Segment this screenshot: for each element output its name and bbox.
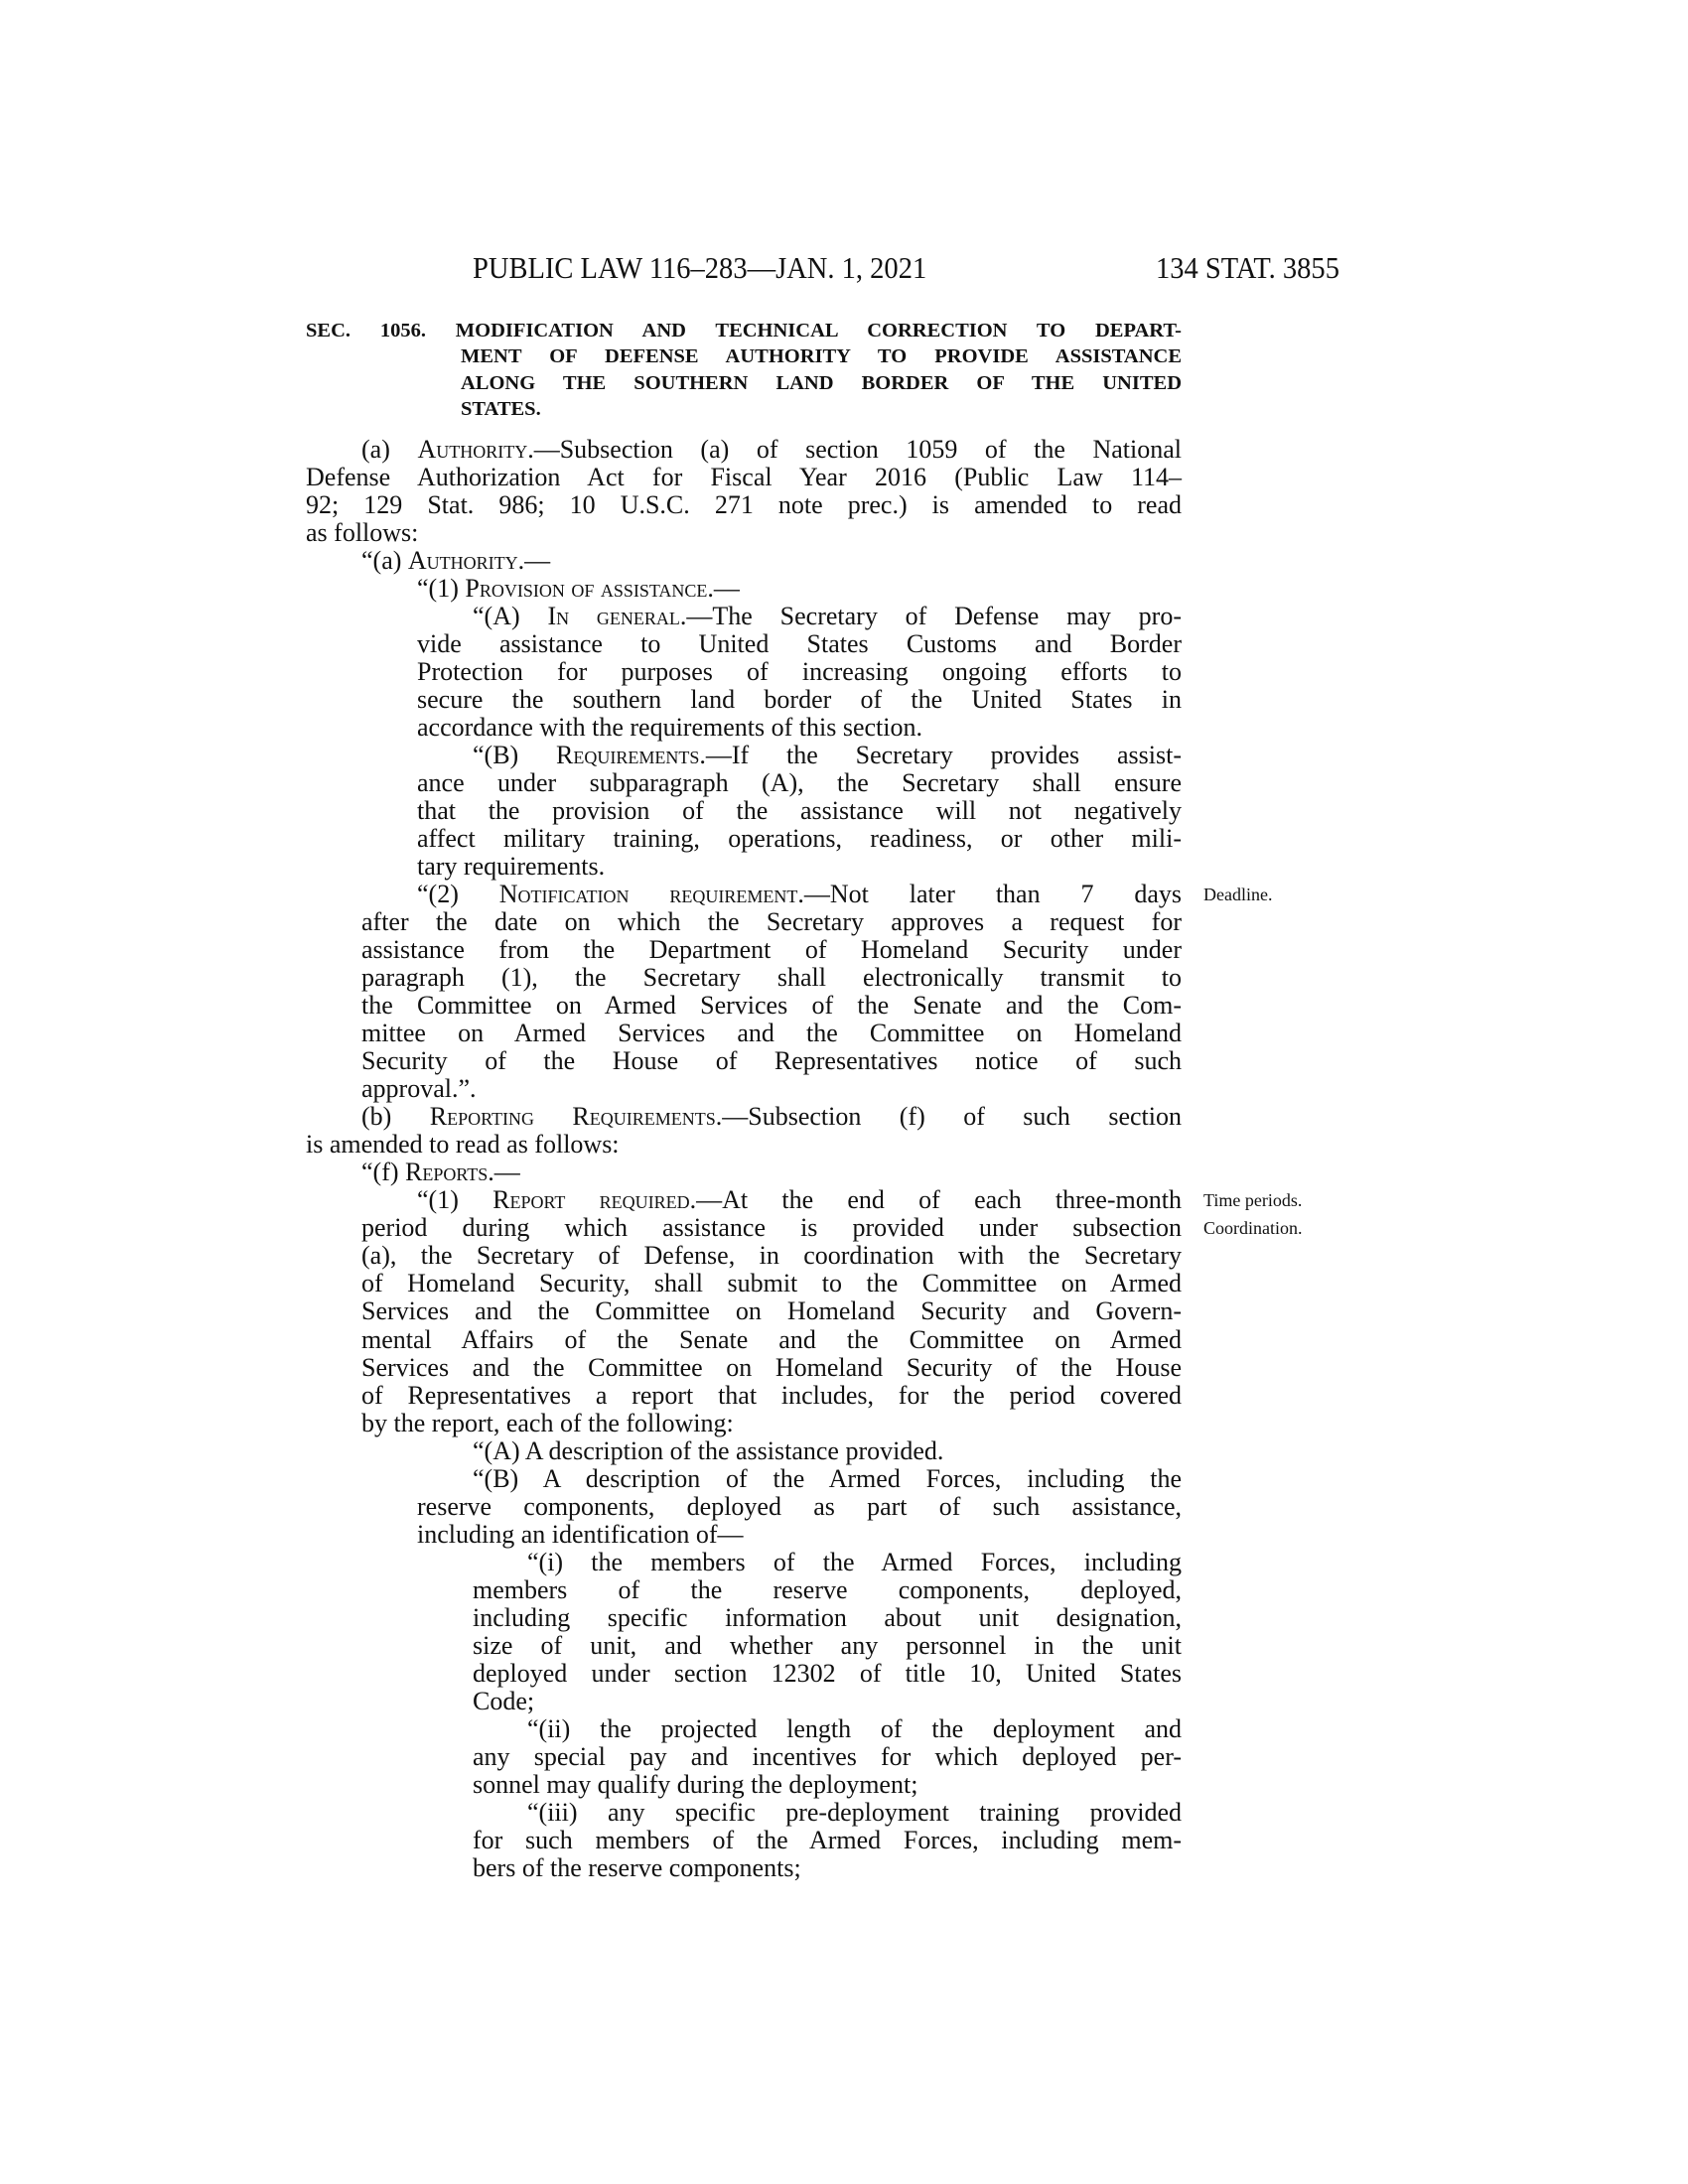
line-text: “(A) A description of the assistance provided. (473, 1435, 944, 1465)
line-text: mental Affairs of the Senate and the Committee on Armed (361, 1324, 1182, 1354)
small-caps-heading: Provision of assistance (465, 574, 708, 604)
line-text: size of unit, and whether any personnel in the unit (473, 1630, 1182, 1660)
line-text: Code; (473, 1686, 535, 1715)
line-text: accordance with the requirements of this section. (417, 713, 922, 743)
text-line (417, 853, 1182, 881)
line-text: of Homeland Security, shall submit to the Committee on Armed (361, 1269, 1182, 1298)
text-line (417, 630, 1182, 658)
running-header-title: PUBLIC LAW 116–283—JAN. 1, 2021 (473, 250, 927, 285)
text-line (473, 742, 1182, 769)
text-line (361, 1159, 1182, 1186)
text-line (361, 908, 1182, 936)
section-heading (306, 318, 1182, 423)
line-text: is amended to read as follows: (306, 1130, 620, 1160)
text-line (361, 1242, 1182, 1270)
line-text: by the report, each of the following: (361, 1408, 734, 1437)
line-text: tary requirements. (417, 852, 606, 882)
line-text: .—If the Secretary provides assist- (699, 741, 1183, 770)
text-line (527, 1799, 1182, 1827)
line-text: .— (517, 546, 551, 576)
line-text: (a) (361, 435, 418, 464)
text-line (361, 1382, 1182, 1410)
small-caps-heading: Reports (405, 1158, 489, 1187)
line-text: including an identification of— (417, 1519, 744, 1549)
text-line (527, 1549, 1182, 1576)
text-line (473, 603, 1182, 630)
line-text: paragraph (1), the Secretary shall electronically transmit to (361, 963, 1182, 993)
text-line (417, 714, 1182, 742)
text-line (473, 1771, 1182, 1799)
text-line (361, 1270, 1182, 1297)
line-text: period during which assistance is provided under subsection (361, 1213, 1182, 1243)
text-line (306, 519, 1182, 547)
page-stat-number: 134 STAT. 3855 (1156, 250, 1339, 285)
small-caps-heading: Authority (417, 435, 528, 464)
text-line (417, 881, 1182, 908)
line-text: ance under subparagraph (A), the Secretary shall ensure (417, 768, 1182, 798)
line-text: after the date on which the Secretary approves a request for (361, 907, 1182, 937)
line-text: .—At the end of each three-month (689, 1185, 1183, 1215)
text-line (473, 1854, 1182, 1882)
text-line (527, 1715, 1182, 1743)
small-caps-heading: Reporting Requirements (429, 1102, 716, 1132)
line-text: Security of the House of Representatives notice of such (361, 1046, 1182, 1076)
line-text: members of the reserve components, deployed, (473, 1574, 1182, 1604)
small-caps-heading: Authority (407, 546, 518, 576)
line-text: including specific information about unit designation, (473, 1602, 1182, 1632)
line-text: .—Not later than 7 days (797, 880, 1182, 909)
text-line (361, 992, 1182, 1020)
line-text: as follows: (306, 518, 419, 548)
line-text: any special pay and incentives for which deployed per- (473, 1741, 1182, 1771)
small-caps-heading: Report required (492, 1185, 690, 1215)
text-line (473, 1465, 1182, 1493)
line-text: .— (707, 574, 740, 604)
text-line (361, 1047, 1182, 1075)
line-text: sonnel may qualify during the deployment; (473, 1769, 918, 1799)
section-body (0, 436, 1182, 1882)
text-line (417, 1186, 1182, 1214)
line-text: that the provision of the assistance will not negatively (417, 796, 1182, 826)
line-text: “(1) (417, 1185, 493, 1215)
line-text: the Committee on Armed Services of the Senate and the Com- (361, 991, 1182, 1021)
line-text: vide assistance to United States Customs and Border (417, 629, 1182, 659)
line-text: deployed under section 12302 of title 10, United States (473, 1658, 1182, 1688)
text-line (417, 769, 1182, 797)
small-caps-heading: Requirements (556, 741, 700, 770)
text-line (361, 1354, 1182, 1382)
text-line (361, 1103, 1182, 1131)
line-text: Protection for purposes of increasing ongoing efforts to (417, 657, 1182, 687)
line-text: .— (488, 1158, 520, 1187)
line-text: “(B) A description of the Armed Forces, including the (473, 1463, 1182, 1493)
text-line (361, 1075, 1182, 1103)
text-line (361, 547, 1182, 575)
heading-line: MENT OF DEFENSE AUTHORITY TO PROVIDE ASSISTANCE (461, 345, 1182, 368)
line-text: secure the southern land border of the United States in (417, 685, 1182, 715)
text-line (306, 464, 1182, 491)
line-text: of Representatives a report that includes, for the period covered (361, 1380, 1182, 1410)
text-line (473, 1437, 1182, 1465)
text-line (417, 575, 1182, 603)
line-text: Services and the Committee on Homeland Security of the House (361, 1352, 1182, 1382)
text-line (417, 797, 1182, 825)
line-text: (b) (361, 1102, 430, 1132)
text-line (473, 1827, 1182, 1854)
text-line (361, 1020, 1182, 1047)
line-text: mittee on Armed Services and the Committee on Homeland (361, 1019, 1182, 1048)
margin-note-time-periods: Time periods. (1203, 1190, 1303, 1210)
line-text: .—Subsection (f) of such section (715, 1102, 1182, 1132)
text-line (361, 436, 1182, 464)
line-text: reserve components, deployed as part of such assistance, (417, 1491, 1182, 1521)
line-text: “(A) (473, 602, 548, 631)
text-line (473, 1576, 1182, 1604)
text-line (306, 491, 1182, 519)
text-line (473, 1660, 1182, 1688)
small-caps-heading: In general (547, 602, 680, 631)
line-text: “(iii) any specific pre-deployment training provided (527, 1797, 1182, 1827)
margin-note-deadline: Deadline. (1203, 885, 1273, 904)
text-line (361, 1326, 1182, 1354)
line-text: Defense Authorization Act for Fiscal Year 2016 (Public Law 114– (306, 463, 1182, 492)
line-text: (a), the Secretary of Defense, in coordination with the Secretary (361, 1241, 1182, 1271)
text-line (473, 1743, 1182, 1771)
line-text: 92; 129 Stat. 986; 10 U.S.C. 271 note prec.) is amended to read (306, 490, 1182, 520)
text-line (361, 1214, 1182, 1242)
line-text: .—The Secretary of Defense may pro- (679, 602, 1182, 631)
line-text: Services and the Committee on Homeland Security and Govern- (361, 1297, 1182, 1326)
text-line (361, 1297, 1182, 1325)
heading-line: SEC. 1056. MODIFICATION AND TECHNICAL CORRECTION TO DEPART- (306, 320, 1182, 341)
text-line (361, 1410, 1182, 1437)
text-line (417, 658, 1182, 686)
line-text: bers of the reserve components; (473, 1852, 801, 1882)
line-text: “(B) (473, 741, 557, 770)
line-text: “(ii) the projected length of the deployment and (527, 1713, 1182, 1743)
text-line (361, 964, 1182, 992)
line-text: “(a) (361, 546, 408, 576)
line-text: affect military training, operations, readiness, or other mili- (417, 824, 1182, 854)
text-line (417, 686, 1182, 714)
heading-line: STATES. (461, 398, 541, 421)
text-line (417, 825, 1182, 853)
heading-line: ALONG THE SOUTHERN LAND BORDER OF THE UNITED (461, 371, 1182, 394)
line-text: for such members of the Armed Forces, including mem- (473, 1825, 1182, 1854)
text-line (473, 1688, 1182, 1715)
margin-note-coordination: Coordination. (1203, 1218, 1303, 1238)
text-line (306, 1131, 1182, 1159)
line-text: assistance from the Department of Homeland Security under (361, 935, 1182, 965)
line-text: “(2) (417, 880, 499, 909)
line-text: .—Subsection (a) of section 1059 of the National (527, 435, 1183, 464)
text-line (473, 1632, 1182, 1660)
line-text: “(1) (417, 574, 466, 604)
small-caps-heading: Notification requirement (498, 880, 798, 909)
text-line (417, 1521, 1182, 1549)
text-line (361, 936, 1182, 964)
text-line (473, 1604, 1182, 1632)
line-text: “(f) (361, 1158, 406, 1187)
text-line (417, 1493, 1182, 1521)
line-text: approval.”. (361, 1074, 477, 1104)
line-text: “(i) the members of the Armed Forces, including (527, 1547, 1182, 1576)
